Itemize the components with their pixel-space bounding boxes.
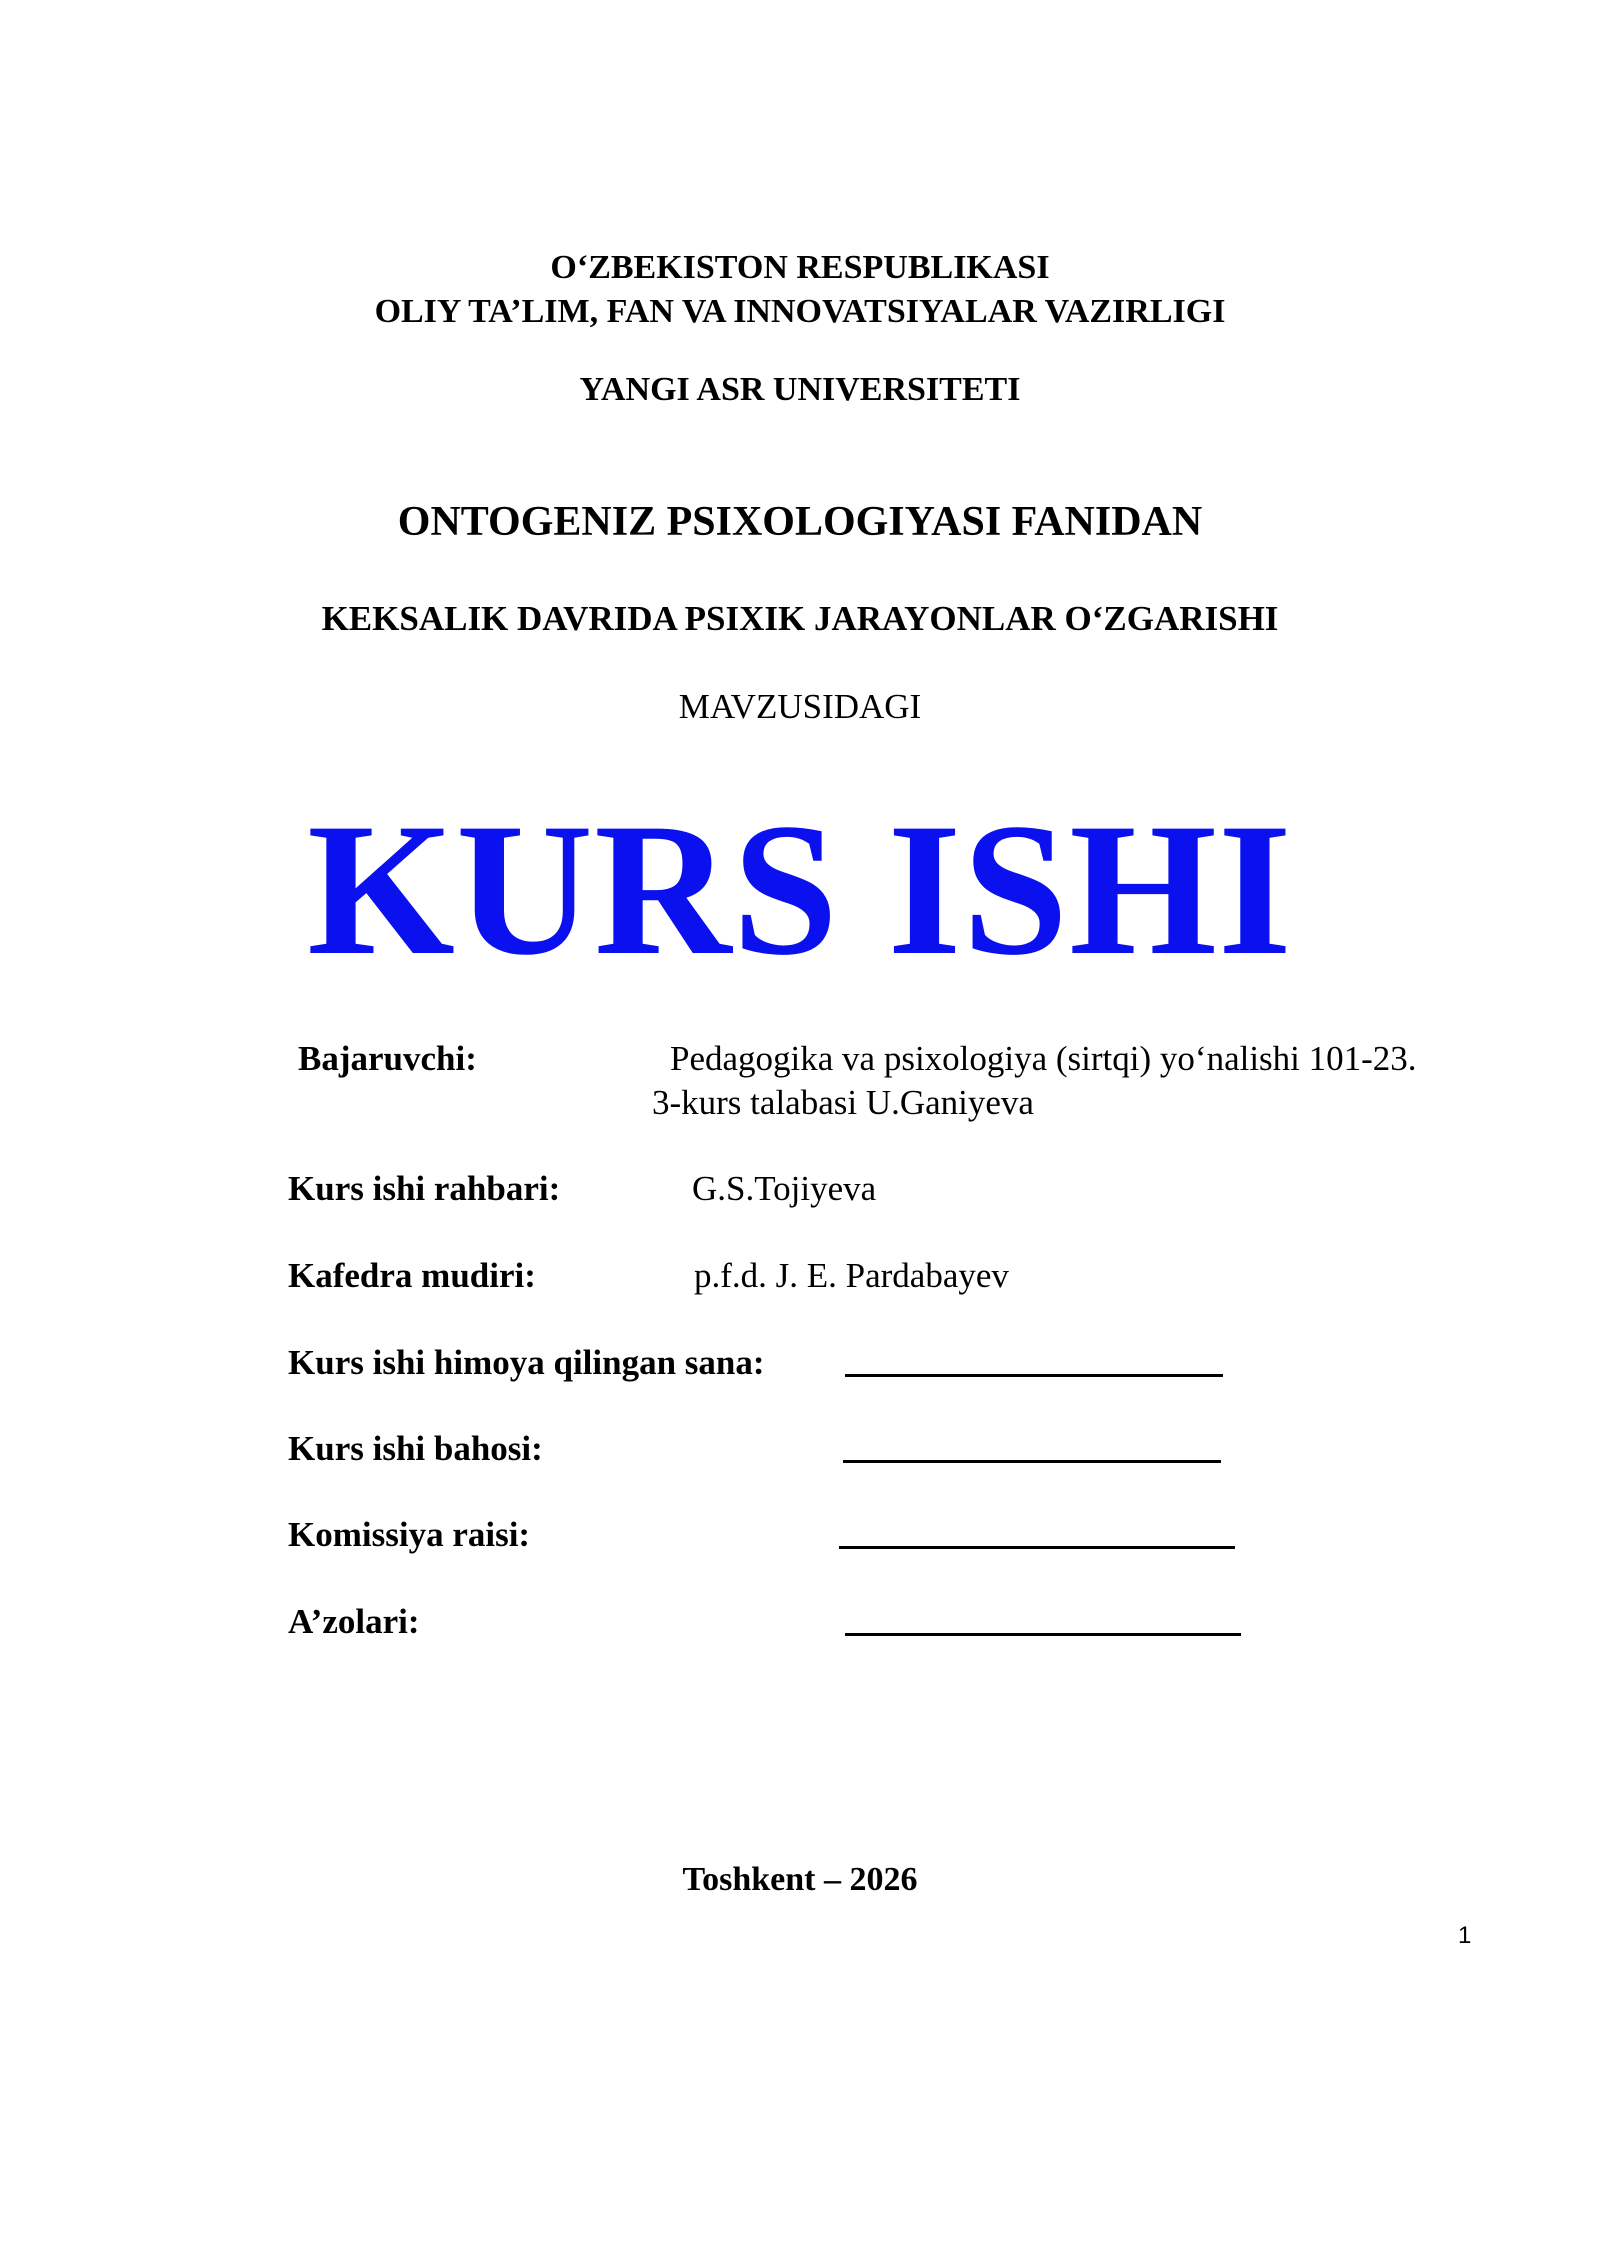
subject-heading: ONTOGENIZ PSIXOLOGIYASI FANIDAN [397, 499, 1203, 545]
defense-date-label: Kurs ishi himoya qilingan sana: [288, 1343, 765, 1382]
topic-suffix: MAVZUSIDAGI [678, 687, 922, 726]
supervisor-value: G.S.Tojiyeva [692, 1169, 877, 1208]
grade-blank [843, 1460, 1221, 1463]
supervisor-label: Kurs ishi rahbari: [288, 1169, 561, 1208]
page-number: 1 [1458, 1922, 1472, 1949]
members-blank [845, 1633, 1241, 1636]
commission-chair-blank [839, 1546, 1235, 1549]
defense-date-blank [845, 1374, 1223, 1377]
university-heading: YANGI ASR UNIVERSITETI [579, 371, 1021, 408]
grade-label: Kurs ishi bahosi: [288, 1429, 543, 1468]
place-year: Toshkent – 2026 [682, 1861, 918, 1898]
executor-value-line2: 3-kurs talabasi U.Ganiyeva [652, 1083, 1034, 1122]
ministry-heading: OLIY TA’LIM, FAN VA INNOVATSIYALAR VAZIRLIGI [374, 293, 1226, 330]
topic-heading: KEKSALIK DAVRIDA PSIXIK JARAYONLAR O‘ZGARISHI [321, 599, 1279, 638]
department-head-value: p.f.d. J. E. Pardabayev [694, 1256, 1009, 1295]
executor-value-line1: Pedagogika va psixologiya (sirtqi) yo‘nalishi 101-23. [670, 1039, 1417, 1078]
country-heading: O‘ZBEKISTON RESPUBLIKASI [550, 249, 1050, 286]
commission-chair-label: Komissiya raisi: [288, 1515, 531, 1554]
department-head-label: Kafedra mudiri: [288, 1256, 536, 1295]
executor-label: Bajaruvchi: [298, 1039, 477, 1078]
members-label: A’zolari: [288, 1602, 420, 1641]
document-title: KURS ISHI [307, 785, 1293, 995]
